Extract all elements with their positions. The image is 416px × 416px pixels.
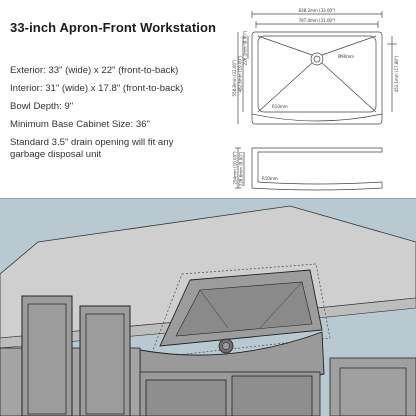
dim-side-height-inner: 228.6mm (9.00") [238, 151, 244, 187]
spec-exterior: Exterior: 33" (wide) x 22" (front-to-back) [10, 65, 179, 76]
cabinet-door-center [80, 306, 130, 416]
dim-side-radius: R10mm [262, 176, 278, 181]
spec-bowl-depth: Bowl Depth: 9" [10, 101, 74, 112]
spec-interior: Interior: 31" (wide) x 17.8" (front-to-back) [10, 83, 184, 94]
cabinet-door-left [22, 296, 72, 416]
dim-depth-drain: 226.1mm (8.90") [242, 30, 248, 66]
dim-depth-total: 558.8mm (22.00") [232, 59, 237, 97]
product-title: 33-inch Apron-Front Workstation [10, 20, 217, 35]
top-view-drawing [232, 4, 412, 134]
spec-panel [0, 0, 416, 200]
spec-drain-line1: Standard 3.5" drain opening will fit any [10, 137, 174, 148]
dim-radius-top: R10mm [272, 104, 288, 109]
dim-interior-width: 787.4mm (31.00") [298, 18, 336, 23]
kitchen-install-illustration [0, 198, 416, 416]
side-view-drawing [232, 136, 412, 194]
dim-side-height: 254mm (10.00") [232, 151, 238, 185]
spec-min-cabinet: Minimum Base Cabinet Size: 36" [10, 119, 150, 130]
spec-drain-line2: garbage disposal unit [10, 149, 102, 160]
dim-drain-dia: Ø90mm [338, 54, 355, 59]
sink-cabinet-door-right [232, 376, 312, 416]
dim-overall-width: 838.2mm (33.00") [298, 8, 336, 13]
dim-depth-bowl: 452.1mm (17.80") [394, 55, 399, 93]
base-cabinet-right [330, 358, 416, 416]
dim-depth-interior: 482.6mm (19.00") [237, 55, 243, 93]
sink-cabinet-door-left [146, 380, 226, 416]
spec-list [10, 65, 215, 167]
